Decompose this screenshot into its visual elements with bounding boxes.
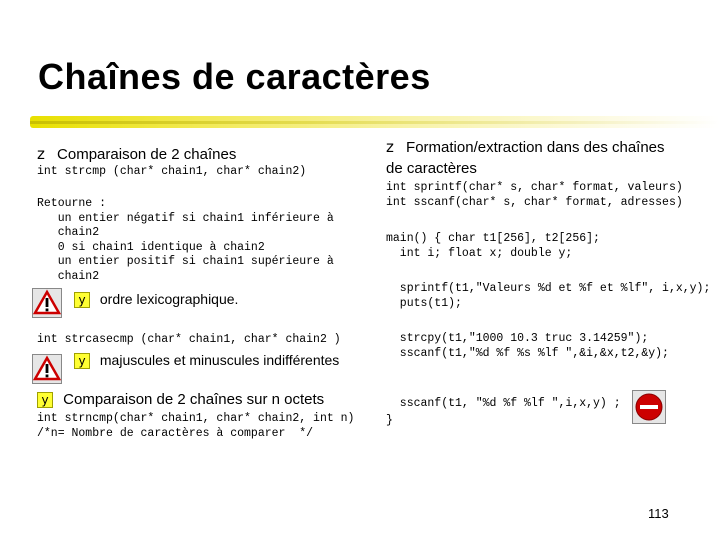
slide-title: Chaînes de caractères: [38, 56, 431, 97]
bullet-y-icon: y: [74, 292, 90, 308]
title-underline-stroke: [30, 121, 720, 124]
note-case-insensitive-text: majuscules et minuscules indifférentes: [99, 352, 340, 368]
left-heading: [37, 145, 236, 163]
strcasecmp-prototype: int strcasecmp (char* chain1, char* chain2 ): [37, 333, 341, 346]
sprintf-sscanf-prototypes: int sprintf(char* s, char* format, valeurs) int sscanf(char* s, char* format, adresses): [386, 181, 683, 209]
page-number: 113: [648, 506, 669, 521]
right-heading-line1: Formation/extraction dans des chaînes: [406, 139, 665, 156]
strcmp-prototype: int strcmp (char* chain1, char* chain2): [37, 165, 307, 178]
strcpy-sscanf-example: strcpy(t1,"1000 10.3 truc 3.14259"); sscanf(t1,"%d %f %s %lf ",&i,&x,t2,&y);: [399, 332, 669, 360]
right-heading: [386, 138, 665, 156]
bullet-z-icon: z: [37, 145, 45, 163]
bullet-z-icon: z: [386, 138, 394, 156]
note-lexicographic: [74, 291, 238, 308]
right-heading-line2: de caractères: [386, 160, 477, 177]
left-heading-text: Comparaison de 2 chaînes: [57, 146, 237, 163]
warning-sign-icon: [32, 354, 62, 384]
bullet-y-icon: y: [74, 353, 90, 369]
closing-brace: }: [386, 414, 393, 427]
sscanf-error-line: sscanf(t1, "%d %f %lf ",i,x,y) ;: [386, 397, 621, 410]
sprintf-example: sprintf(t1,"Valeurs %d et %f et %lf", i,x,y); puts(t1);: [399, 282, 711, 310]
stop-sign-icon: [632, 390, 666, 424]
left-heading-2: [37, 391, 324, 408]
bullet-y-icon: y: [37, 392, 53, 408]
note-case-insensitive: [74, 352, 339, 369]
note-lexicographic-text: ordre lexicographique.: [99, 291, 239, 307]
main-declarations: main() { char t1[256], t2[256]; int i; float x; double y;: [386, 232, 600, 260]
strcmp-returns: Retourne : un entier négatif si chain1 inférieure à chain2 0 si chain1 identique à chain2 un entier positif si chain1 supérieure à chain2: [37, 197, 334, 283]
warning-sign-icon: [32, 288, 62, 318]
left-heading-2-text: Comparaison de 2 chaînes sur n octets: [63, 391, 325, 408]
strncmp-prototype: int strncmp(char* chain1, char* chain2, int n) /*n= Nombre de caractères à comparer */: [37, 412, 355, 440]
